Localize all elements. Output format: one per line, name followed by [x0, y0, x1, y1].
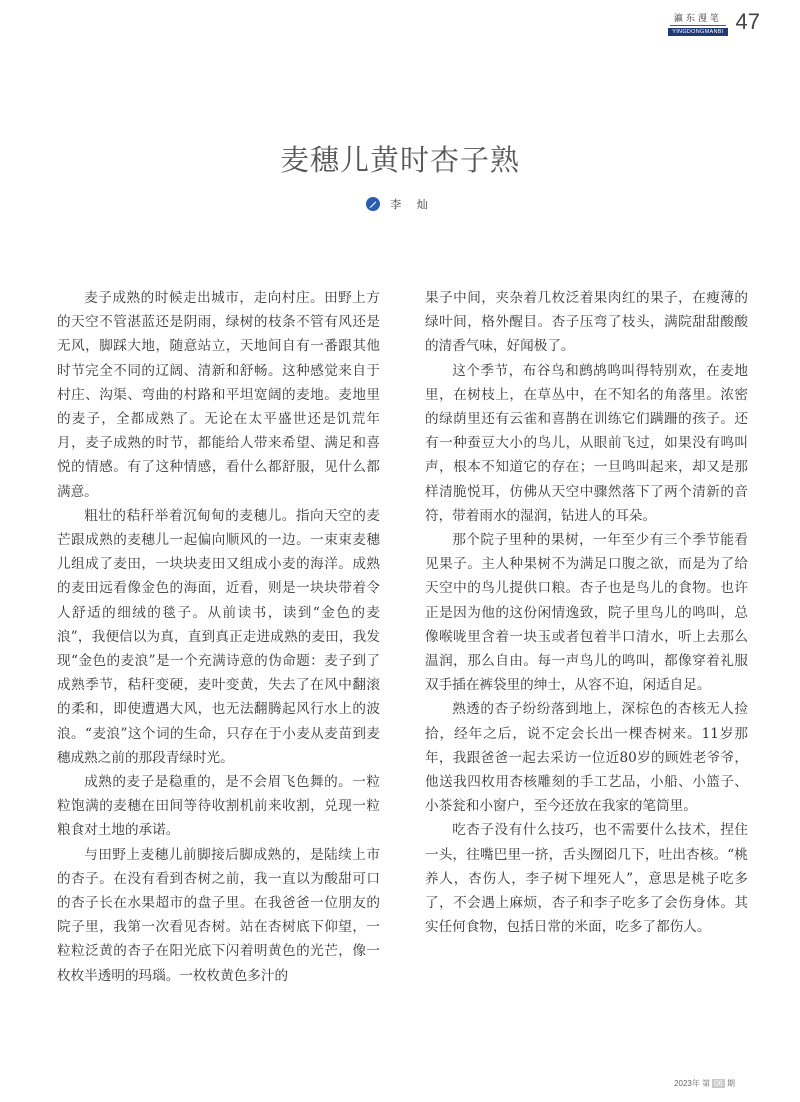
column-pinyin: YINGDONGMANBI: [668, 28, 727, 36]
paragraph: 粗壮的秸秆举着沉甸甸的麦穗儿。指向天空的麦芒跟成熟的麦穗儿一起偏向顺风的一边。一束束麦穗儿组成了麦田，一块块麦田又组成小麦的海洋。成熟的麦田远看像金色的海面，近看，则是一块块带着令人舒适的细绒的毯子。从前读书，读到“金色的麦浪”，我便信以为真，直到真正走进成熟的麦田，我发现“金色的麦浪”是一个充满诗意的伪命题：麦子到了成熟季节，秸秆变硬，麦叶变黄，失去了在风中翻滚的柔和，即使遭遇大风，也无法翻腾起风行水上的波浪。“麦浪”这个词的生命，只存在于小麦从麦苗到麦穗成熟之前的那段青绿时光。: [57, 507, 380, 766]
pen-icon: [366, 197, 380, 211]
author-name: 李 灿: [390, 198, 434, 211]
left-column: [57, 286, 380, 988]
byline: [0, 196, 800, 212]
paragraph: 麦子成熟的时候走出城市，走向村庄。田野上方的天空不管湛蓝还是阴雨，绿树的枝条不管有风还是无风，脚踩大地，随意站立，天地间自有一番跟其他时节完全不同的辽阔、清新和舒畅。这种感觉来自于村庄、沟渠、弯曲的村路和平坦宽阔的麦地。麦地里的麦子，全都成熟了。无论在太平盛世还是饥荒年月，麦子成熟的时节，都能给人带来希望、满足和喜悦的情感。有了这种情感，看什么都舒服，见什么都满意。: [57, 290, 380, 500]
paragraph: 熟透的杏子纷纷落到地上，深棕色的杏核无人捡拾，经年之后，说不定会长出一棵杏树来。11岁那年，我跟爸爸一起去采访一位近80岁的顾姓老爷爷，他送我四枚用杏核雕刻的手工艺品，小船、小篮子、小茶瓮和小窗户，至今还放在我家的笔筒里。: [425, 701, 748, 815]
issue-number: 06: [714, 1079, 723, 1088]
column-name: 瀛东漫笔: [670, 11, 726, 26]
paragraph: 那个院子里种的果树，一年至少有三个季节能看见果子。主人种果树不为满足口腹之欲，而是为了给天空中的鸟儿提供口粮。杏子也是鸟儿的食物。也许正是因为他的这份闲情逸致，院子里鸟儿的鸣叫，总像喉咙里含着一块玉或者包着半口清水，听上去那么温润，那么自由。每一声鸟儿的鸣叫，都像穿着礼服双手插在裤袋里的绅士，从容不迫，闲适自足。: [425, 532, 748, 694]
column-tag: [668, 11, 727, 36]
footer-issue-suffix: 期: [727, 1079, 735, 1088]
footer-year: 2023年 第: [674, 1079, 711, 1088]
right-column: [425, 286, 748, 939]
page-number: 47: [735, 9, 760, 34]
paragraph: 这个季节，布谷鸟和鹧鸪鸣叫得特别欢，在麦地里，在树枝上，在草丛中，在不知名的角落里。浓密的绿荫里还有云雀和喜鹊在训练它们蹒跚的孩子。还有一种蚕豆大小的鸟儿，从眼前飞过，如果没有鸣叫声，根本不知道它的存在；一旦鸣叫起来，却又是那样清脆悦耳，仿佛从天空中骤然落下了两个清新的音符，带着雨水的湿润，钻进人的耳朵。: [425, 362, 748, 524]
article-title: 麦穗儿黄时杏子熟: [279, 143, 520, 177]
paragraph-continued: 果子中间，夹杂着几枚泛着果肉红的果子，在瘦薄的绿叶间，格外醒目。杏子压弯了枝头，满院甜甜酸酸的清香气味，好闻极了。: [425, 290, 748, 355]
paragraph: 与田野上麦穗儿前脚接后脚成熟的，是陆续上市的杏子。在没有看到杏树之前，我一直以为酸甜可口的杏子长在水果超市的盘子里。在我爸爸一位朋友的院子里，我第一次看见杏树。站在杏树底下仰望，一粒粒泛黄的杏子在阳光底下闪着明黄色的光芒，像一枚枚半透明的玛瑙。一枚枚黄色多汁的: [57, 846, 380, 984]
paragraph: 成熟的麦子是稳重的，是不会眉飞色舞的。一粒粒饱满的麦穗在田间等待收割机前来收割，兑现一粒粮食对土地的承诺。: [57, 774, 380, 839]
paragraph: 吃杏子没有什么技巧，也不需要什么技术，捏住一头，往嘴巴里一挤，舌头囫囵几下，吐出杏核。“桃养人，杏伤人，李子树下埋死人”，意思是桃子吃多了，不会遇上麻烦，杏子和李子吃多了会伤身体。其实任何食物，包括日常的米面，吃多了都伤人。: [425, 822, 748, 936]
page-footer: [0, 1078, 735, 1089]
page-header: [668, 8, 760, 36]
